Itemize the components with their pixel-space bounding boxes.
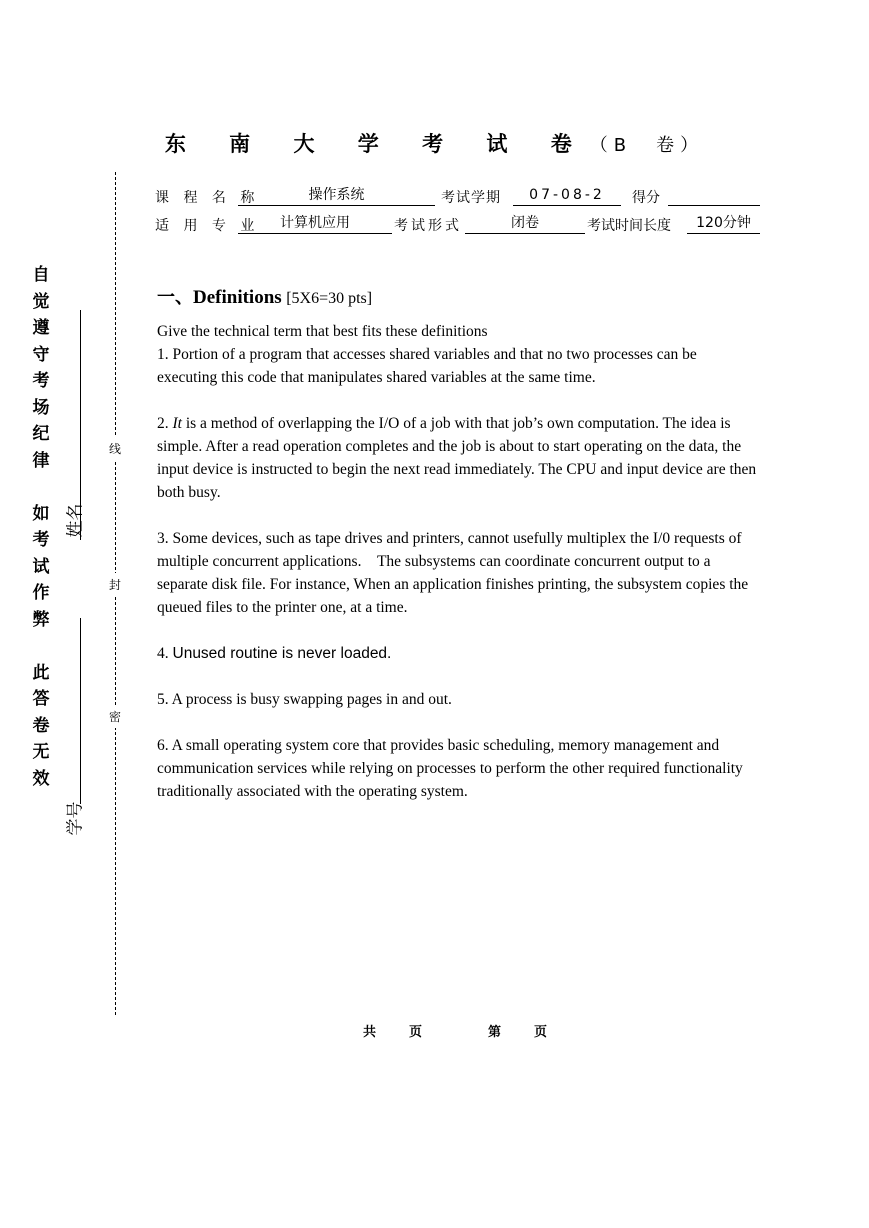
id-label: 学号 (65, 801, 86, 836)
question-4-text: Unused routine is never loaded. (172, 645, 392, 662)
seal-char-seal: 封 (107, 573, 123, 596)
warning-char: 试 (32, 556, 50, 577)
section-number: 一、 (157, 287, 193, 308)
seal-char-secret: 密 (107, 705, 123, 728)
warning-char: 弊 (32, 609, 50, 630)
major-value: 计算机应用 (238, 213, 392, 234)
warning-char: 无 (32, 742, 50, 762)
warning-char: 守 (32, 344, 50, 365)
score-value[interactable] (668, 185, 760, 206)
footer-total-label: 共 (363, 1025, 377, 1040)
warning-char: 律 (32, 450, 50, 471)
warning-char: 觉 (32, 291, 50, 312)
warning-char: 纪 (32, 424, 50, 444)
question-2: 2. It is a method of overlapping the I/O of a job with that job’s own computation. The idea is simple. After a read operation completes and the job is about to start operating on the data, the input device is instructed to begin the next read immediately. The CPU and input device are then both busy. (157, 415, 757, 501)
term-label: 考试学期 (441, 190, 501, 206)
exam-title (0, 128, 869, 158)
warning-char: 如 (32, 503, 50, 524)
question-3: 3. Some devices, such as tape drives and printers, cannot usefully multiplex the I/0 requests of multiple concurrent applications. The subsystems can coordinate concurrent output to a separate disk file. For instance, When an application finishes printing, the subsystem copies the queued files to the printer one, at a time. (157, 530, 749, 616)
question-2-italic: It (172, 415, 182, 432)
warning-char: 考 (32, 530, 50, 550)
question-1: 1. Portion of a program that accesses shared variables and that no two processes can be executing this code that manipulates shared variables at the same time. (157, 346, 697, 386)
duration-value: 120分钟 (687, 213, 760, 234)
id-rule (80, 618, 81, 804)
question-6: 6. A small operating system core that provides basic scheduling, memory management and communication services while relying on processes to perform the other required functionality traditionally associated with the operating system. (157, 737, 743, 800)
course-label: 课 程 名 称 (155, 190, 260, 206)
format-label: 考试形式 (394, 218, 462, 234)
footer-page-unit: 页 (534, 1025, 548, 1040)
question-section (157, 286, 757, 803)
format-value: 闭卷 (465, 213, 585, 234)
warning-char: 考 (32, 371, 50, 391)
question-4: 4. Unused routine is never loaded. (157, 645, 392, 662)
section-title: Definitions (193, 287, 282, 308)
section-heading (157, 286, 757, 310)
exam-discipline-warning (31, 262, 51, 792)
warning-char: 作 (32, 583, 50, 603)
term-value: 07-08-2 (513, 185, 621, 206)
warning-char: 遵 (32, 318, 50, 338)
course-value: 操作系统 (238, 185, 435, 206)
section-points: [5X6=30 pts] (286, 290, 373, 307)
seal-char-line: 线 (107, 437, 123, 460)
warning-char: 此 (32, 662, 50, 683)
footer-page-label: 第 (488, 1025, 502, 1040)
duration-label: 考试时间长度 (587, 218, 671, 234)
score-label: 得分 (632, 190, 660, 206)
warning-char: 效 (32, 768, 50, 789)
warning-char (31, 474, 51, 501)
footer-total-unit: 页 (409, 1025, 423, 1040)
title-main: 东 南 大 学 考 试 卷 (164, 132, 590, 156)
warning-char: 场 (32, 397, 50, 418)
question-5: 5. A process is busy swapping pages in and out. (157, 691, 452, 708)
major-label: 适 用 专 业 (155, 218, 260, 234)
warning-char (31, 633, 51, 660)
section-intro: Give the technical term that best fits these definitions (157, 323, 488, 340)
warning-char: 自 (32, 265, 50, 285)
warning-char: 答 (32, 689, 50, 709)
title-sub: （B 卷） (589, 135, 705, 156)
warning-char: 卷 (32, 715, 50, 736)
name-label: 姓名 (65, 503, 86, 538)
